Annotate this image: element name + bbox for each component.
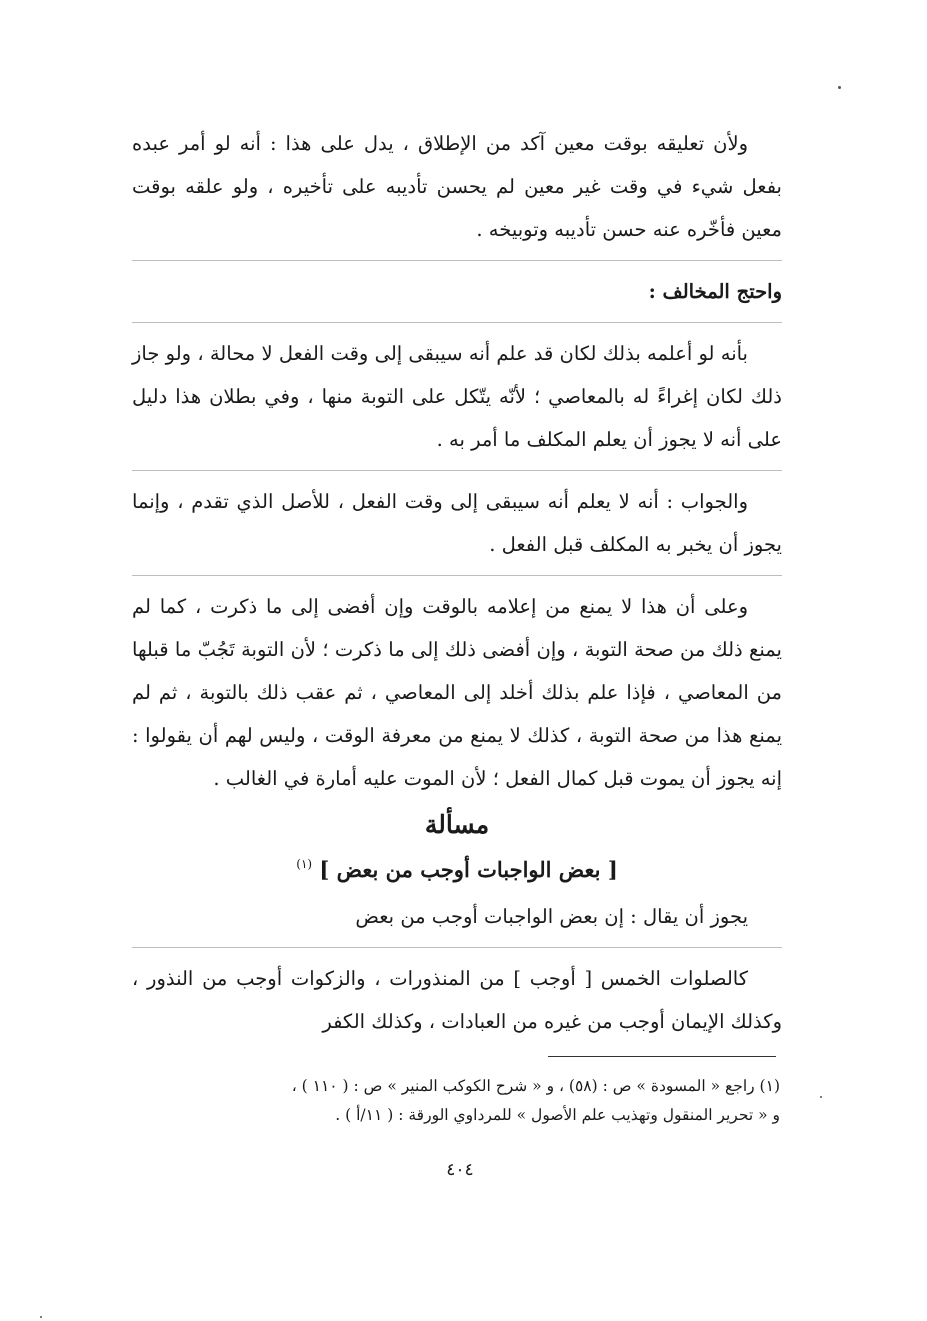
footnote-block xyxy=(140,1072,780,1130)
footnote-reference: (١) xyxy=(296,857,313,871)
paragraph-timing-argument: ولأن تعليقه بوقت معين آكد من الإطلاق ، يدل على هذا : أنه لو أمر عبده بفعل شيء في وقت غير معين لم يحسن تأديبه على تأخيره ، ولو علقه بوقت معين فأخّره عنه حسن تأديبه وتوبيخه . xyxy=(132,132,782,241)
issue-section-header xyxy=(132,805,782,889)
paragraph-issue-examples: كالصلوات الخمس [ أوجب ] من المنذورات ، والزكوات أوجب من النذور ، وكذلك الإيمان أوجب من غيره من العبادات ، وكذلك الكفر xyxy=(132,967,782,1033)
main-text-lower xyxy=(132,895,782,1043)
paragraph-further-response: وعلى أن هذا لا يمنع من إعلامه بالوقت وإن أفضى إلى ما ذكرت ، كما لم يمنع ذلك من صحة التوبة ، وإن أفضى ذلك إلى ما ذكرت ؛ لأن التوبة تَجُبّ ما قبلها من المعاصي ، فإذا علم بذلك أخلد إلى المعاصي ، ثم عقب ذلك بالتوبة ، ثم لم يمنع هذا من صحة التوبة ، كذلك لا يمنع من معرفة الوقت ، وليس لهم أن يقولوا : إنه يجوز أن يموت قبل كمال الفعل ؛ لأن الموت عليه أمارة في الغالب . xyxy=(132,595,782,790)
paragraph-divider xyxy=(132,260,782,261)
issue-subtitle-text: [ بعض الواجبات أوجب من بعض ] xyxy=(319,857,618,882)
issue-subtitle xyxy=(132,845,782,889)
footnote-line-1: (١) راجع « المسودة » ص : (٥٨) ، و « شرح الكوكب المنير » ص : ( ١١٠ ) ، xyxy=(291,1077,780,1095)
issue-title: مسألة xyxy=(424,810,490,839)
paragraph-divider xyxy=(132,470,782,471)
paragraph-divider xyxy=(132,322,782,323)
paragraph-opponent-argument: بأنه لو أعلمه بذلك لكان قد علم أنه سيبقى إلى وقت الفعل لا محالة ، ولو جاز ذلك لكان إغراءً له بالمعاصي ؛ لأنّه يتّكل على التوبة منها ، وفي بطلان هذا دليل على أنه لا يجوز أن يعلم المكلف ما أمر به . xyxy=(132,342,782,451)
paragraph-issue-statement: يجوز أن يقال : إن بعض الواجبات أوجب من بعض xyxy=(355,905,748,928)
paragraph-response: والجواب : أنه لا يعلم أنه سيبقى إلى وقت الفعل ، للأصل الذي تقدم ، وإنما يجوز أن يخبر به المكلف قبل الفعل . xyxy=(132,490,782,556)
scan-speck xyxy=(40,1316,42,1318)
paragraph-divider xyxy=(132,947,782,948)
opponent-argument-heading: واحتج المخالف : xyxy=(648,280,782,303)
paragraph-divider xyxy=(132,575,782,576)
scan-speck xyxy=(838,86,841,89)
scan-speck xyxy=(820,1096,822,1098)
footnote-separator xyxy=(548,1056,776,1057)
page-number: ٤٠٤ xyxy=(446,1160,474,1180)
footnote-line-2: و « تحرير المنقول وتهذيب علم الأصول » للمرداوي الورقة : ( ١١/أ ) . xyxy=(335,1106,780,1124)
main-text-upper xyxy=(132,122,782,800)
